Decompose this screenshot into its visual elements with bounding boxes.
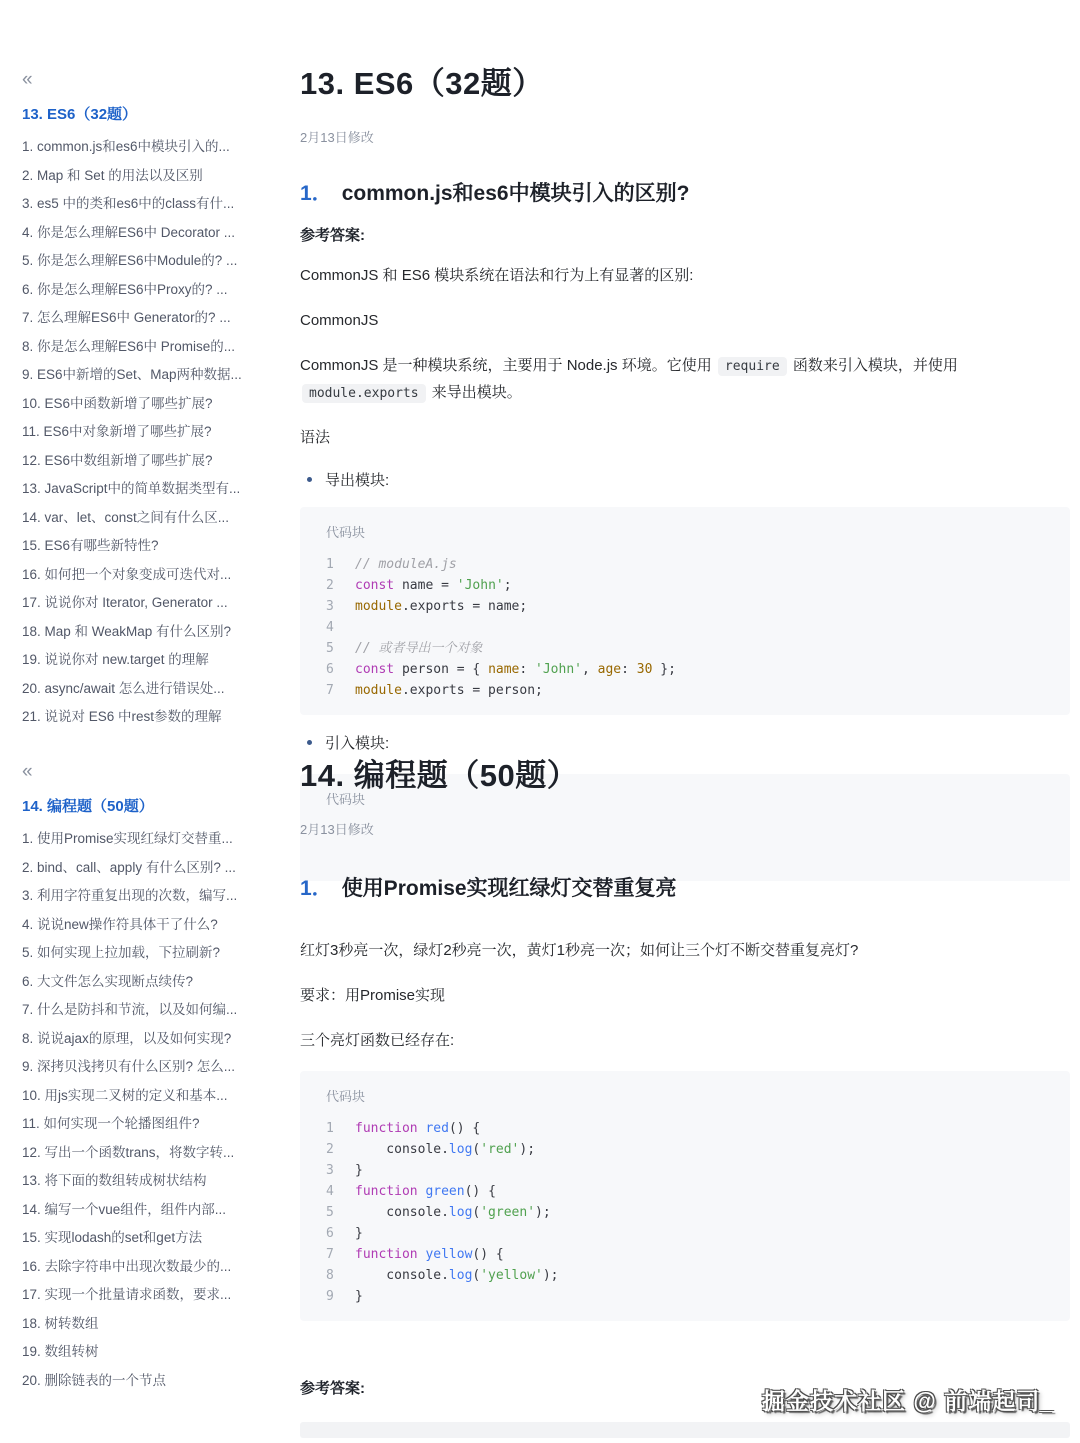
line-number: 6 — [326, 661, 334, 677]
sidebar-item[interactable]: 3. es5 中的类和es6中的class有什... — [22, 196, 235, 211]
list-item-label: 引入模块: — [325, 734, 390, 752]
code-line: 4 function green() { — [300, 1181, 1070, 1202]
code-line: 2 console.log('red'); — [300, 1139, 1070, 1160]
question-number: 1． — [300, 182, 333, 205]
sidebar-item[interactable]: 17. 实现一个批量请求函数，要求... — [22, 1287, 232, 1302]
sidebar-item[interactable]: 10. 用js实现二叉树的定义和基本... — [22, 1087, 228, 1103]
sidebar-item[interactable]: 7. 怎么理解ES6中 Generator的? ... — [22, 310, 231, 325]
sidebar-item[interactable]: 18. Map 和 WeakMap 有什么区别? — [22, 623, 232, 639]
code-block — [300, 1071, 1070, 1321]
sidebar-item[interactable]: 4. 你是怎么理解ES6中 Decorator ... — [22, 224, 236, 240]
paragraph: CommonJS — [300, 311, 379, 329]
inline-code: require — [718, 357, 787, 376]
watermark: 掘金技术社区 @ 前端起司_ — [762, 1388, 1054, 1414]
question-heading — [300, 177, 1070, 207]
question-title: common.js和es6中模块引入的区别? — [341, 182, 690, 205]
line-number: 3 — [326, 598, 334, 614]
sidebar-item[interactable]: 2. Map 和 Set 的用法以及区别 — [22, 167, 203, 183]
sidebar-item[interactable]: 6. 你是怎么理解ES6中Proxy的? ... — [22, 281, 228, 297]
line-number: 7 — [326, 1247, 334, 1263]
code-line: 6 const person = { name: 'John', age: 30 }; — [300, 659, 1070, 680]
sidebar-chapter-title[interactable]: 13. ES6（32题） — [22, 106, 138, 123]
bullet-icon — [307, 477, 312, 482]
sidebar-item[interactable]: 21. 说说对 ES6 中rest参数的理解 — [22, 709, 222, 724]
line-number: 5 — [326, 1205, 334, 1221]
sidebar-item[interactable]: 16. 去除字符串中出现次数最少的... — [22, 1258, 232, 1274]
code-line: 3 module.exports = name; — [300, 596, 1070, 617]
main-content — [278, 742, 1080, 1443]
paragraph: 红灯3秒亮一次，绿灯2秒亮一次，黄灯1秒亮一次；如何让三个灯不断交替重复亮灯? — [300, 942, 859, 959]
line-number: 2 — [326, 1142, 334, 1158]
sidebar-item[interactable]: 16. 如何把一个对象变成可迭代对... — [22, 566, 232, 582]
sidebar-item[interactable]: 9. 深拷贝浅拷贝有什么区别? 怎么... — [22, 1059, 236, 1074]
code-block-label: 代码块 — [326, 524, 366, 540]
question-heading — [300, 872, 1070, 902]
sidebar — [0, 58, 278, 732]
sidebar-item[interactable]: 18. 树转数组 — [22, 1315, 99, 1331]
section-coding — [0, 742, 1080, 1443]
last-modified-date: 2月13日修改 — [300, 130, 374, 145]
sidebar-item[interactable]: 14. 编写一个vue组件，组件内部... — [22, 1201, 227, 1217]
sidebar-item[interactable]: 12. 写出一个函数trans，将数字转... — [22, 1144, 235, 1160]
code-block — [300, 507, 1070, 715]
question-number: 1． — [300, 877, 333, 900]
sidebar-item[interactable]: 5. 如何实现上拉加载，下拉刷新? — [22, 945, 221, 960]
sidebar-item[interactable]: 19. 说说你对 new.target 的理解 — [22, 652, 209, 667]
collapse-sidebar-icon[interactable]: « — [22, 761, 33, 782]
code-line: 9 } — [300, 1286, 1070, 1307]
sidebar-item[interactable]: 12. ES6中数组新增了哪些扩展? — [22, 452, 213, 468]
sidebar-item[interactable]: 8. 你是怎么理解ES6中 Promise的... — [22, 338, 236, 354]
sidebar-item[interactable]: 5. 你是怎么理解ES6中Module的? ... — [22, 253, 238, 268]
paragraph: 三个亮灯函数已经存在: — [300, 1031, 455, 1049]
sidebar-item[interactable]: 20. async/await 怎么进行错误处... — [22, 680, 225, 696]
answer-label: 参考答案: — [300, 227, 365, 244]
code-line: 7 function yellow() { — [300, 1244, 1070, 1265]
sidebar-item[interactable]: 3. 利用字符重复出现的次数，编写... — [22, 888, 238, 903]
line-number: 5 — [326, 640, 334, 656]
code-line — [300, 617, 1070, 638]
sidebar-item[interactable]: 4. 说说new操作符具体干了什么? — [22, 916, 218, 932]
line-number: 1 — [326, 556, 334, 572]
answer-label: 参考答案: — [300, 1380, 365, 1398]
collapse-sidebar-icon[interactable]: « — [22, 69, 33, 90]
sidebar-item[interactable]: 20. 删除链表的一个节点 — [22, 1372, 167, 1388]
page-title: 14. 编程题（50题） — [300, 758, 579, 793]
code-line: 5 // 或者导出一个对象 — [300, 638, 1070, 659]
paragraph: 要求：用Promise实现 — [300, 986, 446, 1004]
inline-code: module.exports — [302, 384, 426, 403]
sidebar-item[interactable]: 2. bind、call、apply 有什么区别? ... — [22, 859, 236, 875]
list-item-label: 导出模块: — [325, 471, 390, 489]
code-line: 7 module.exports = person; — [300, 680, 1070, 701]
line-number: 4 — [326, 619, 334, 635]
sidebar — [0, 742, 278, 1443]
code-line: 3 } — [300, 1160, 1070, 1181]
code-block-label: 代码块 — [326, 791, 366, 807]
line-number: 6 — [326, 1226, 334, 1242]
sidebar-item[interactable]: 11. 如何实现一个轮播图组件? — [22, 1116, 200, 1131]
line-number: 7 — [326, 682, 334, 698]
code-block-body — [300, 554, 1070, 701]
paragraph: CommonJS 是一种模块系统，主要用于 Node.js 环境。它使用 require 函数来引入模块，并使用 module.exports 来导出模块。 — [300, 356, 958, 402]
sidebar-item[interactable]: 6. 大文件怎么实现断点续传? — [22, 973, 194, 989]
line-number: 1 — [326, 1121, 334, 1137]
line-number: 8 — [326, 1268, 334, 1284]
code-line: 5 console.log('green'); — [300, 1202, 1070, 1223]
line-number: 4 — [326, 1184, 334, 1200]
sidebar-item[interactable]: 13. JavaScript中的简单数据类型有... — [22, 481, 241, 496]
sidebar-item[interactable]: 10. ES6中函数新增了哪些扩展? — [22, 395, 213, 411]
code-line: 1 // moduleA.js — [300, 554, 1070, 575]
sidebar-item[interactable]: 19. 数组转树 — [22, 1344, 99, 1359]
line-number: 2 — [326, 577, 334, 593]
sidebar-item[interactable]: 9. ES6中新增的Set、Map两种数据... — [22, 367, 242, 382]
sidebar-item[interactable]: 15. ES6有哪些新特性? — [22, 538, 159, 553]
list-item — [300, 469, 1070, 490]
sidebar-item[interactable]: 7. 什么是防抖和节流，以及如何编... — [22, 1002, 238, 1017]
paragraph: 语法 — [300, 429, 331, 446]
sidebar-item[interactable]: 1. common.js和es6中模块引入的... — [22, 139, 230, 154]
sidebar-item[interactable]: 1. 使用Promise实现红绿灯交替重... — [22, 831, 233, 846]
sidebar-item[interactable]: 11. ES6中对象新增了哪些扩展? — [22, 424, 212, 439]
code-line: 8 console.log('yellow'); — [300, 1265, 1070, 1286]
code-line: 6 } — [300, 1223, 1070, 1244]
code-block-clipped — [300, 1422, 1070, 1438]
code-line: 1 function red() { — [300, 1118, 1070, 1139]
sidebar-item[interactable]: 8. 说说ajax的原理，以及如何实现? — [22, 1030, 232, 1046]
code-block-body — [300, 1118, 1070, 1307]
sidebar-item[interactable]: 14. var、let、const之间有什么区... — [22, 509, 230, 525]
sidebar-question-list — [22, 827, 270, 1386]
sidebar-question-list — [22, 135, 270, 723]
paragraph: CommonJS 和 ES6 模块系统在语法和行为上有显著的区别: — [300, 267, 694, 284]
line-number: 3 — [326, 1163, 334, 1179]
sidebar-item[interactable]: 15. 实现lodash的set和get方法 — [22, 1230, 203, 1245]
sidebar-item[interactable]: 17. 说说你对 Iterator, Generator ... — [22, 595, 228, 610]
page-title: 13. ES6（32题） — [300, 66, 544, 101]
code-block-label: 代码块 — [326, 1089, 366, 1105]
question-title: 使用Promise实现红绿灯交替重复亮 — [341, 877, 677, 900]
code-line: 2 const name = 'John'; — [300, 575, 1070, 596]
line-number: 9 — [326, 1289, 334, 1305]
last-modified-date: 2月13日修改 — [300, 822, 374, 837]
sidebar-item[interactable]: 13. 将下面的数组转成树状结构 — [22, 1173, 207, 1188]
sidebar-chapter-title[interactable]: 14. 编程题（50题） — [22, 798, 154, 815]
